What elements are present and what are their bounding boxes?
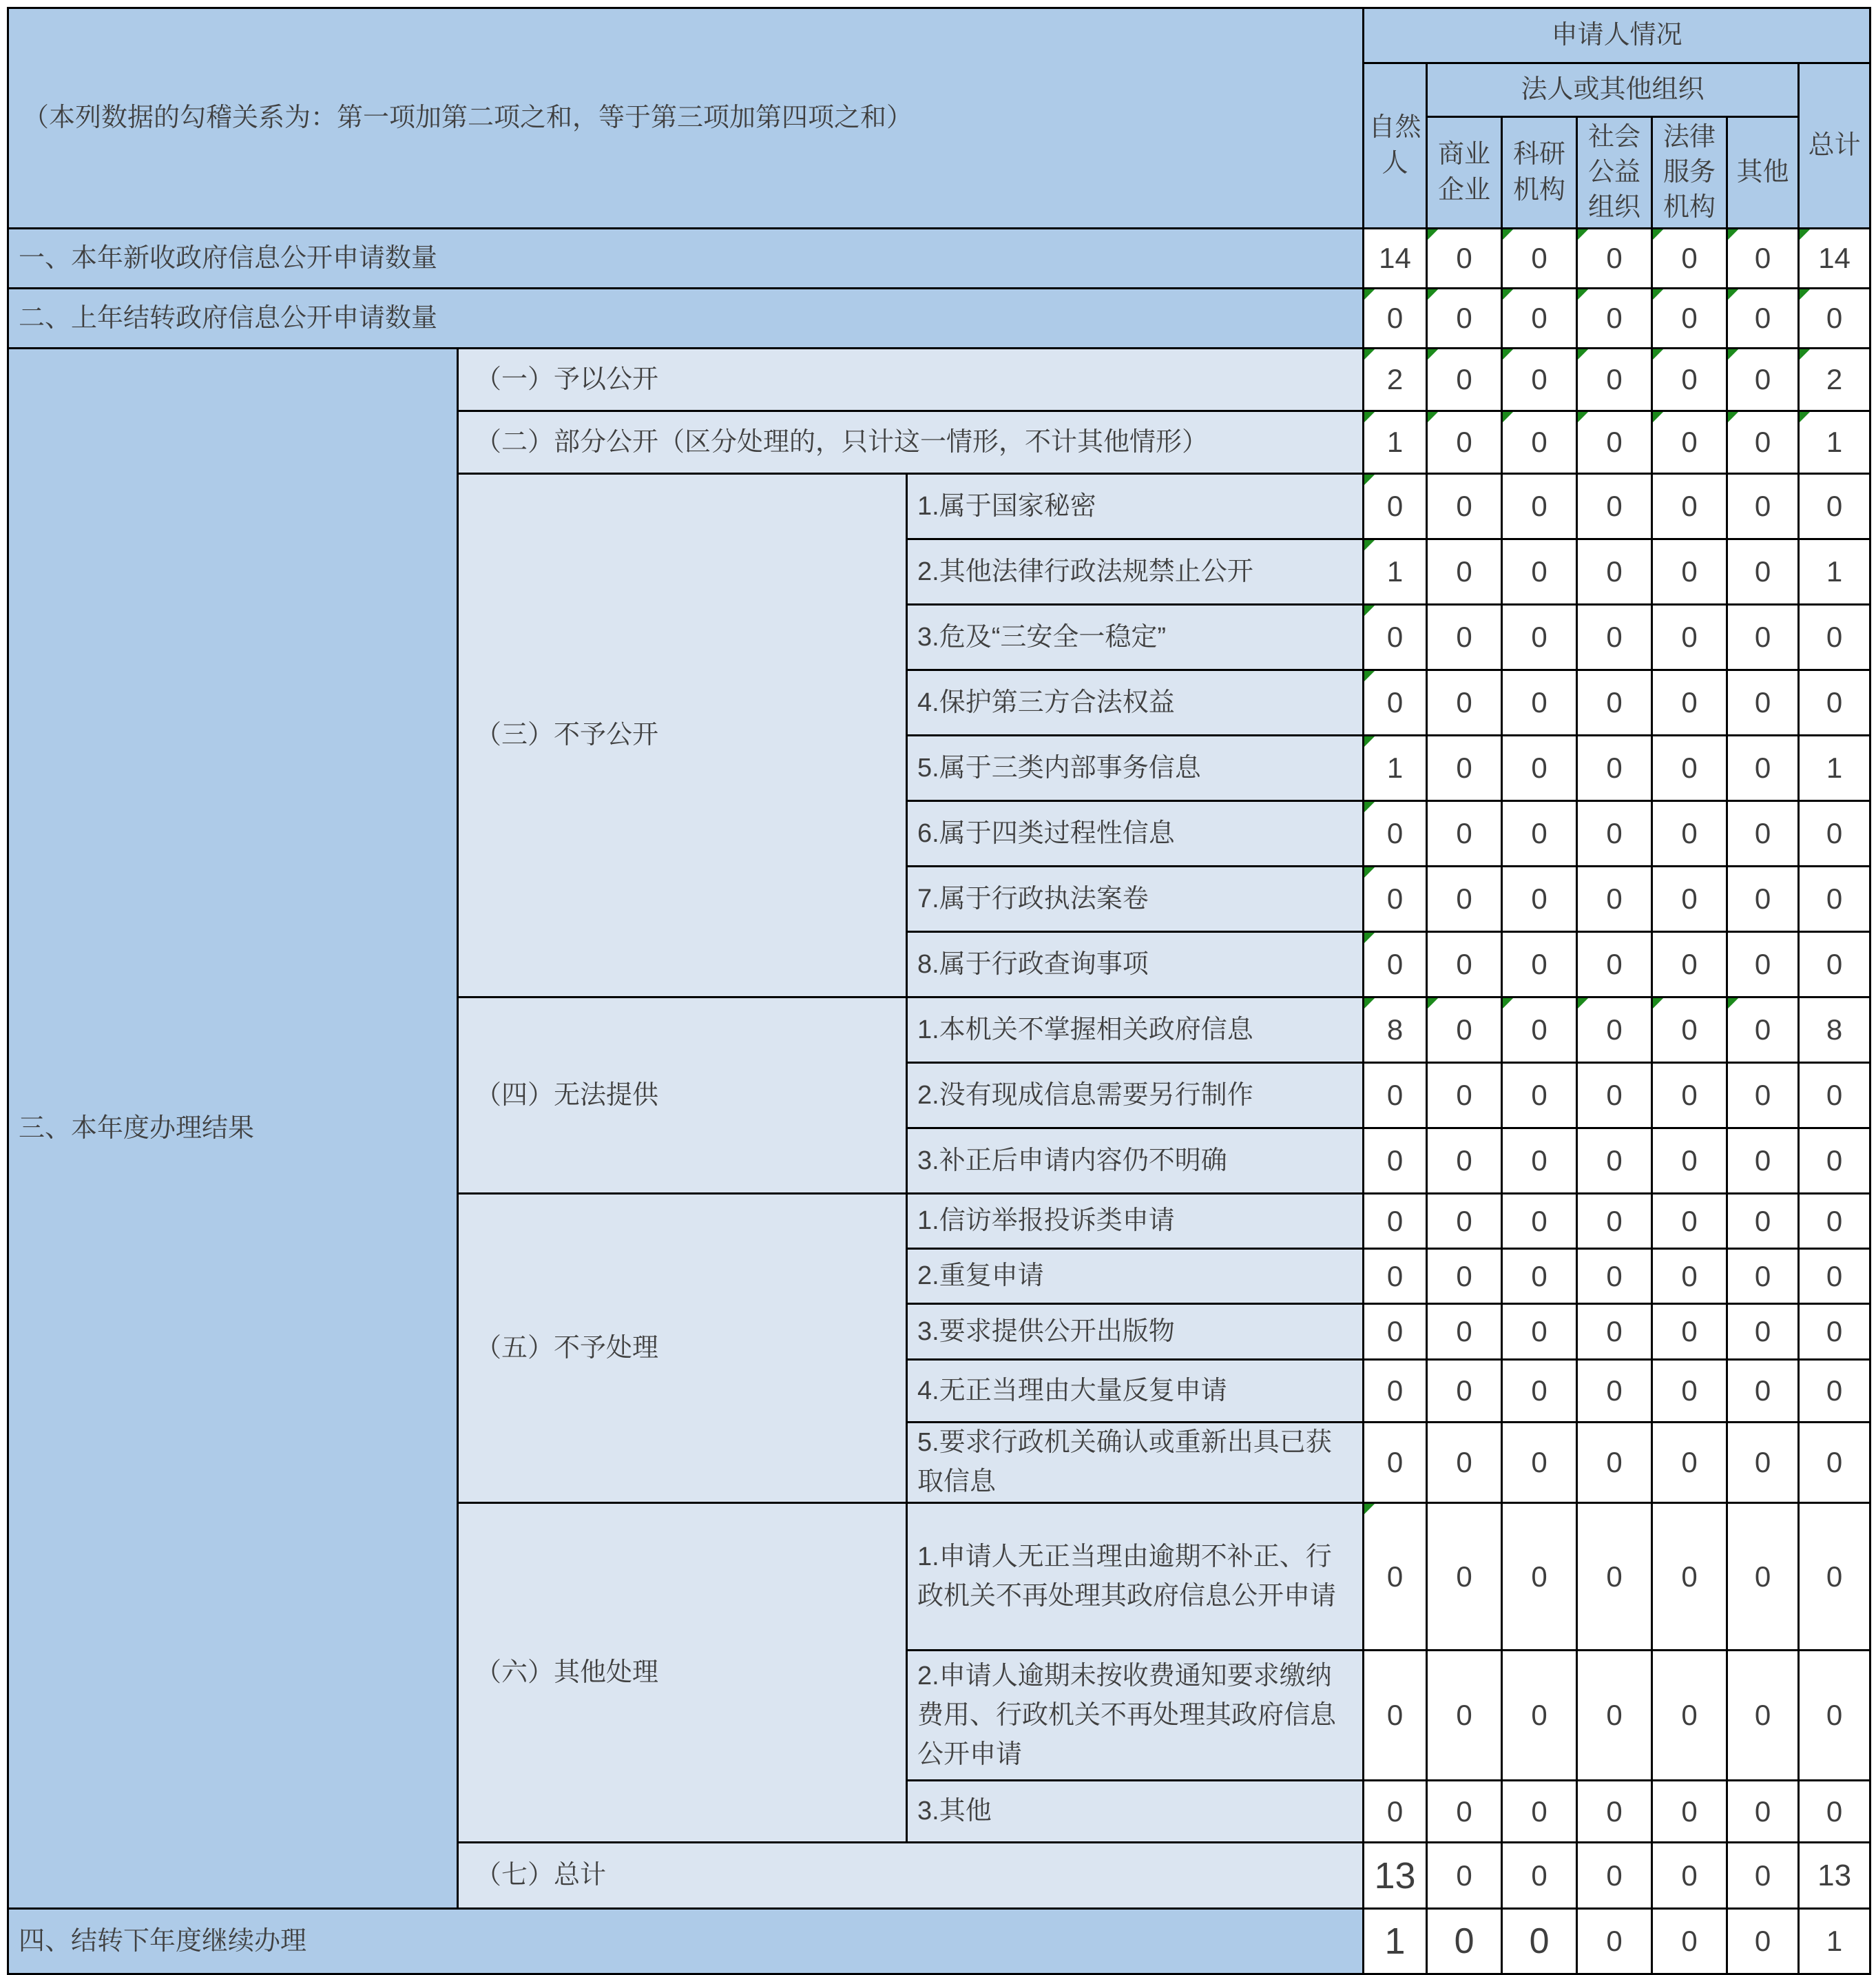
value-cell: 0 — [1727, 736, 1799, 801]
value-cell: 0 — [1577, 997, 1652, 1063]
value-cell: 0 — [1799, 1423, 1870, 1503]
value-cell: 0 — [1799, 289, 1870, 349]
subitem-row-label: 6.属于四类过程性信息 — [907, 801, 1364, 867]
category-row-label: （一）予以公开 — [458, 349, 1364, 411]
value-cell: 0 — [1502, 801, 1577, 867]
value-cell: 0 — [1364, 605, 1427, 670]
value-cell: 0 — [1364, 1503, 1427, 1651]
value-cell: 0 — [1364, 1063, 1427, 1128]
value-cell: 0 — [1502, 1063, 1577, 1128]
value-cell: 0 — [1427, 1909, 1502, 1974]
value-cell: 0 — [1364, 867, 1427, 932]
error-marker-icon — [1364, 540, 1375, 550]
value-cell: 0 — [1727, 997, 1799, 1063]
value-cell: 0 — [1577, 1503, 1652, 1651]
value-cell: 0 — [1502, 229, 1577, 289]
value-cell: 0 — [1577, 670, 1652, 736]
error-marker-icon — [1578, 349, 1588, 360]
value-cell: 0 — [1427, 1781, 1502, 1843]
value-cell: 0 — [1364, 670, 1427, 736]
error-marker-icon — [1578, 289, 1588, 300]
col-header-total: 总计 — [1799, 63, 1870, 229]
value-cell: 0 — [1577, 1843, 1652, 1909]
value-cell: 0 — [1577, 1304, 1652, 1360]
subitem-row-label: 4.保护第三方合法权益 — [907, 670, 1364, 736]
value-cell: 0 — [1577, 229, 1652, 289]
value-cell: 0 — [1427, 1503, 1502, 1651]
subitem-row-label: 1.属于国家秘密 — [907, 474, 1364, 539]
error-marker-icon — [1364, 1504, 1375, 1514]
value-cell: 0 — [1427, 1194, 1502, 1249]
value-cell: 0 — [1727, 474, 1799, 539]
error-marker-icon — [1364, 998, 1375, 1009]
error-marker-icon — [1728, 412, 1738, 422]
value-cell: 0 — [1427, 997, 1502, 1063]
error-marker-icon — [1364, 606, 1375, 616]
value-cell: 1 — [1364, 1909, 1427, 1974]
result-category-group-label: （三）不予公开 — [458, 474, 907, 997]
subitem-row-label: 2.没有现成信息需要另行制作 — [907, 1063, 1364, 1128]
error-marker-icon — [1364, 349, 1375, 360]
value-cell: 0 — [1652, 932, 1727, 997]
value-cell: 0 — [1502, 1128, 1577, 1194]
value-cell: 0 — [1799, 1128, 1870, 1194]
value-cell: 0 — [1652, 474, 1727, 539]
error-marker-icon — [1364, 933, 1375, 943]
value-cell: 0 — [1727, 1843, 1799, 1909]
value-cell: 0 — [1727, 289, 1799, 349]
category-row-label: （七）总计 — [458, 1843, 1364, 1909]
value-cell: 0 — [1727, 670, 1799, 736]
value-cell: 0 — [1652, 229, 1727, 289]
error-marker-icon — [1428, 998, 1438, 1009]
value-cell: 0 — [1727, 867, 1799, 932]
value-cell: 0 — [1364, 932, 1427, 997]
value-cell: 0 — [1652, 1194, 1727, 1249]
value-cell: 0 — [1502, 1503, 1577, 1651]
value-cell: 0 — [1427, 1304, 1502, 1360]
value-cell: 0 — [1502, 1360, 1577, 1423]
value-cell: 0 — [1577, 1360, 1652, 1423]
error-marker-icon — [1578, 998, 1588, 1009]
value-cell: 0 — [1502, 349, 1577, 411]
value-cell: 0 — [1364, 1423, 1427, 1503]
value-cell: 0 — [1727, 605, 1799, 670]
value-cell: 0 — [1502, 1194, 1577, 1249]
col-header-commercial-enterprise: 商业企业 — [1427, 117, 1502, 229]
value-cell: 0 — [1577, 1909, 1652, 1974]
error-marker-icon — [1503, 998, 1513, 1009]
value-cell: 0 — [1727, 1194, 1799, 1249]
error-marker-icon — [1728, 229, 1738, 240]
reconciliation-note: （本列数据的勾稽关系为：第一项加第二项之和，等于第三项加第四项之和） — [8, 8, 1364, 229]
error-marker-icon — [1728, 349, 1738, 360]
value-cell: 0 — [1799, 867, 1870, 932]
value-cell: 0 — [1652, 670, 1727, 736]
subitem-row-label: 2.重复申请 — [907, 1249, 1364, 1304]
result-category-group-label: （四）无法提供 — [458, 997, 907, 1194]
value-cell: 0 — [1727, 411, 1799, 474]
error-marker-icon — [1653, 412, 1663, 422]
value-cell: 0 — [1727, 1304, 1799, 1360]
value-cell: 0 — [1652, 1304, 1727, 1360]
value-cell: 0 — [1727, 1360, 1799, 1423]
value-cell: 0 — [1364, 289, 1427, 349]
value-cell: 0 — [1502, 1781, 1577, 1843]
value-cell: 0 — [1652, 736, 1727, 801]
value-cell: 0 — [1364, 1360, 1427, 1423]
col-header-natural-person: 自然人 — [1364, 63, 1427, 229]
value-cell: 0 — [1427, 349, 1502, 411]
value-cell: 0 — [1364, 474, 1427, 539]
value-cell: 0 — [1427, 1063, 1502, 1128]
value-cell: 0 — [1577, 1423, 1652, 1503]
error-marker-icon — [1800, 229, 1810, 240]
value-cell: 0 — [1427, 801, 1502, 867]
value-cell: 0 — [1652, 1360, 1727, 1423]
value-cell: 0 — [1652, 1503, 1727, 1651]
error-marker-icon — [1428, 349, 1438, 360]
value-cell: 0 — [1364, 1128, 1427, 1194]
error-marker-icon — [1653, 349, 1663, 360]
value-cell: 0 — [1577, 1194, 1652, 1249]
error-marker-icon — [1728, 998, 1738, 1009]
value-cell: 0 — [1502, 867, 1577, 932]
value-cell: 0 — [1427, 1423, 1502, 1503]
value-cell: 0 — [1364, 1249, 1427, 1304]
value-cell: 0 — [1427, 289, 1502, 349]
value-cell: 0 — [1799, 670, 1870, 736]
value-cell: 0 — [1427, 1651, 1502, 1781]
value-cell: 0 — [1577, 1651, 1652, 1781]
value-cell: 1 — [1799, 1909, 1870, 1974]
value-cell: 0 — [1577, 1249, 1652, 1304]
value-cell: 0 — [1427, 411, 1502, 474]
error-marker-icon — [1653, 289, 1663, 300]
value-cell: 0 — [1577, 1781, 1652, 1843]
value-cell: 0 — [1427, 1360, 1502, 1423]
value-cell: 0 — [1577, 801, 1652, 867]
error-marker-icon — [1364, 867, 1375, 878]
subitem-row-label: 2.其他法律行政法规禁止公开 — [907, 539, 1364, 605]
value-cell: 13 — [1364, 1843, 1427, 1909]
applicant-status-header: 申请人情况 — [1364, 8, 1870, 63]
value-cell: 0 — [1364, 1194, 1427, 1249]
value-cell: 0 — [1652, 1909, 1727, 1974]
value-cell: 0 — [1652, 1781, 1727, 1843]
value-cell: 0 — [1577, 1063, 1652, 1128]
value-cell: 0 — [1502, 474, 1577, 539]
subitem-row-label: 1.信访举报投诉类申请 — [907, 1194, 1364, 1249]
value-cell: 0 — [1577, 736, 1652, 801]
value-cell: 1 — [1799, 736, 1870, 801]
value-cell: 1 — [1799, 539, 1870, 605]
value-cell: 0 — [1799, 1651, 1870, 1781]
error-marker-icon — [1503, 229, 1513, 240]
value-cell: 8 — [1799, 997, 1870, 1063]
value-cell: 0 — [1799, 1249, 1870, 1304]
value-cell: 0 — [1727, 1128, 1799, 1194]
value-cell: 0 — [1577, 474, 1652, 539]
value-cell: 0 — [1427, 474, 1502, 539]
value-cell: 0 — [1502, 1249, 1577, 1304]
section-row-label: 一、本年新收政府信息公开申请数量 — [8, 229, 1364, 289]
value-cell: 0 — [1364, 1651, 1427, 1781]
value-cell: 0 — [1427, 605, 1502, 670]
error-marker-icon — [1428, 229, 1438, 240]
value-cell: 0 — [1799, 1063, 1870, 1128]
section-row-label: 二、上年结转政府信息公开申请数量 — [8, 289, 1364, 349]
subitem-row-label: 3.要求提供公开出版物 — [907, 1304, 1364, 1360]
value-cell: 0 — [1427, 1128, 1502, 1194]
value-cell: 0 — [1799, 1360, 1870, 1423]
col-header-research-institution: 科研机构 — [1502, 117, 1577, 229]
value-cell: 0 — [1577, 932, 1652, 997]
value-cell: 0 — [1577, 1128, 1652, 1194]
value-cell: 0 — [1652, 1128, 1727, 1194]
error-marker-icon — [1503, 412, 1513, 422]
value-cell: 0 — [1577, 411, 1652, 474]
subitem-row-label: 5.属于三类内部事务信息 — [907, 736, 1364, 801]
value-cell: 14 — [1799, 229, 1870, 289]
subitem-row-label: 3.补正后申请内容仍不明确 — [907, 1128, 1364, 1194]
value-cell: 0 — [1652, 289, 1727, 349]
value-cell: 0 — [1727, 1909, 1799, 1974]
disclosure-request-statistics-table — [7, 7, 1871, 1975]
subitem-row-label: 8.属于行政查询事项 — [907, 932, 1364, 997]
value-cell: 0 — [1427, 932, 1502, 997]
error-marker-icon — [1364, 475, 1375, 485]
value-cell: 0 — [1652, 801, 1727, 867]
value-cell: 0 — [1652, 1843, 1727, 1909]
value-cell: 14 — [1364, 229, 1427, 289]
value-cell: 0 — [1799, 1503, 1870, 1651]
value-cell: 8 — [1364, 997, 1427, 1063]
value-cell: 0 — [1799, 801, 1870, 867]
value-cell: 0 — [1652, 605, 1727, 670]
value-cell: 0 — [1652, 411, 1727, 474]
value-cell: 0 — [1577, 539, 1652, 605]
col-header-other: 其他 — [1727, 117, 1799, 229]
value-cell: 2 — [1799, 349, 1870, 411]
value-cell: 1 — [1364, 539, 1427, 605]
value-cell: 0 — [1427, 670, 1502, 736]
value-cell: 0 — [1727, 1063, 1799, 1128]
value-cell: 0 — [1577, 867, 1652, 932]
legal-or-other-org-header: 法人或其他组织 — [1427, 63, 1799, 117]
value-cell: 0 — [1652, 1651, 1727, 1781]
value-cell: 0 — [1364, 1304, 1427, 1360]
error-marker-icon — [1503, 349, 1513, 360]
error-marker-icon — [1364, 802, 1375, 812]
section-row-label: 四、结转下年度继续办理 — [8, 1909, 1364, 1974]
value-cell: 0 — [1502, 736, 1577, 801]
value-cell: 0 — [1502, 411, 1577, 474]
value-cell: 0 — [1577, 605, 1652, 670]
value-cell: 1 — [1799, 411, 1870, 474]
value-cell: 0 — [1727, 229, 1799, 289]
value-cell: 0 — [1652, 997, 1727, 1063]
value-cell: 0 — [1727, 539, 1799, 605]
result-category-group-label: （五）不予处理 — [458, 1194, 907, 1503]
value-cell: 0 — [1799, 605, 1870, 670]
error-marker-icon — [1578, 229, 1588, 240]
error-marker-icon — [1728, 289, 1738, 300]
value-cell: 0 — [1652, 1249, 1727, 1304]
value-cell: 0 — [1799, 932, 1870, 997]
error-marker-icon — [1800, 289, 1810, 300]
value-cell: 0 — [1364, 1781, 1427, 1843]
error-marker-icon — [1364, 289, 1375, 300]
value-cell: 0 — [1502, 1304, 1577, 1360]
value-cell: 0 — [1427, 736, 1502, 801]
value-cell: 0 — [1502, 289, 1577, 349]
value-cell: 0 — [1727, 1651, 1799, 1781]
subitem-row-label: 4.无正当理由大量反复申请 — [907, 1360, 1364, 1423]
value-cell: 0 — [1502, 1843, 1577, 1909]
value-cell: 0 — [1427, 1249, 1502, 1304]
value-cell: 0 — [1652, 349, 1727, 411]
error-marker-icon — [1364, 671, 1375, 681]
value-cell: 0 — [1727, 349, 1799, 411]
value-cell: 0 — [1502, 670, 1577, 736]
value-cell: 0 — [1502, 932, 1577, 997]
value-cell: 0 — [1427, 867, 1502, 932]
error-marker-icon — [1800, 412, 1810, 422]
result-category-group-label: （六）其他处理 — [458, 1503, 907, 1843]
value-cell: 0 — [1502, 539, 1577, 605]
value-cell: 0 — [1502, 605, 1577, 670]
error-marker-icon — [1653, 998, 1663, 1009]
value-cell: 0 — [1727, 1249, 1799, 1304]
value-cell: 0 — [1727, 1503, 1799, 1651]
value-cell: 0 — [1652, 867, 1727, 932]
value-cell: 0 — [1502, 1909, 1577, 1974]
value-cell: 0 — [1799, 474, 1870, 539]
col-header-social-welfare-org: 社会公益组织 — [1577, 117, 1652, 229]
error-marker-icon — [1800, 349, 1810, 360]
error-marker-icon — [1503, 289, 1513, 300]
subitem-row-label: 1.本机关不掌握相关政府信息 — [907, 997, 1364, 1063]
value-cell: 2 — [1364, 349, 1427, 411]
subitem-row-label: 2.申请人逾期未按收费通知要求缴纳费用、行政机关不再处理其政府信息公开申请 — [907, 1651, 1364, 1781]
subitem-row-label: 5.要求行政机关确认或重新出具已获取信息 — [907, 1423, 1364, 1503]
value-cell: 0 — [1577, 349, 1652, 411]
value-cell: 0 — [1727, 801, 1799, 867]
value-cell: 0 — [1727, 1781, 1799, 1843]
value-cell: 0 — [1799, 1781, 1870, 1843]
value-cell: 0 — [1799, 1194, 1870, 1249]
value-cell: 0 — [1364, 801, 1427, 867]
value-cell: 0 — [1502, 1423, 1577, 1503]
value-cell: 0 — [1502, 997, 1577, 1063]
col-header-legal-service-org: 法律服务机构 — [1652, 117, 1727, 229]
value-cell: 1 — [1364, 411, 1427, 474]
value-cell: 0 — [1502, 1651, 1577, 1781]
error-marker-icon — [1364, 412, 1375, 422]
value-cell: 0 — [1427, 1843, 1502, 1909]
subitem-row-label: 7.属于行政执法案卷 — [907, 867, 1364, 932]
value-cell: 1 — [1364, 736, 1427, 801]
subitem-row-label: 3.危及“三安全一稳定” — [907, 605, 1364, 670]
value-cell: 0 — [1727, 932, 1799, 997]
error-marker-icon — [1428, 289, 1438, 300]
subitem-row-label: 1.申请人无正当理由逾期不补正、行政机关不再处理其政府信息公开申请 — [907, 1503, 1364, 1651]
value-cell: 0 — [1652, 1063, 1727, 1128]
error-marker-icon — [1653, 229, 1663, 240]
value-cell: 0 — [1577, 289, 1652, 349]
error-marker-icon — [1428, 412, 1438, 422]
value-cell: 0 — [1652, 1423, 1727, 1503]
error-marker-icon — [1364, 736, 1375, 747]
value-cell: 0 — [1427, 539, 1502, 605]
value-cell: 0 — [1727, 1423, 1799, 1503]
value-cell: 0 — [1799, 1304, 1870, 1360]
subitem-row-label: 3.其他 — [907, 1781, 1364, 1843]
value-cell: 0 — [1652, 539, 1727, 605]
section-group-label: 三、本年度办理结果 — [8, 349, 458, 1909]
value-cell: 13 — [1799, 1843, 1870, 1909]
category-row-label: （二）部分公开（区分处理的，只计这一情形，不计其他情形） — [458, 411, 1364, 474]
value-cell: 0 — [1427, 229, 1502, 289]
error-marker-icon — [1578, 412, 1588, 422]
